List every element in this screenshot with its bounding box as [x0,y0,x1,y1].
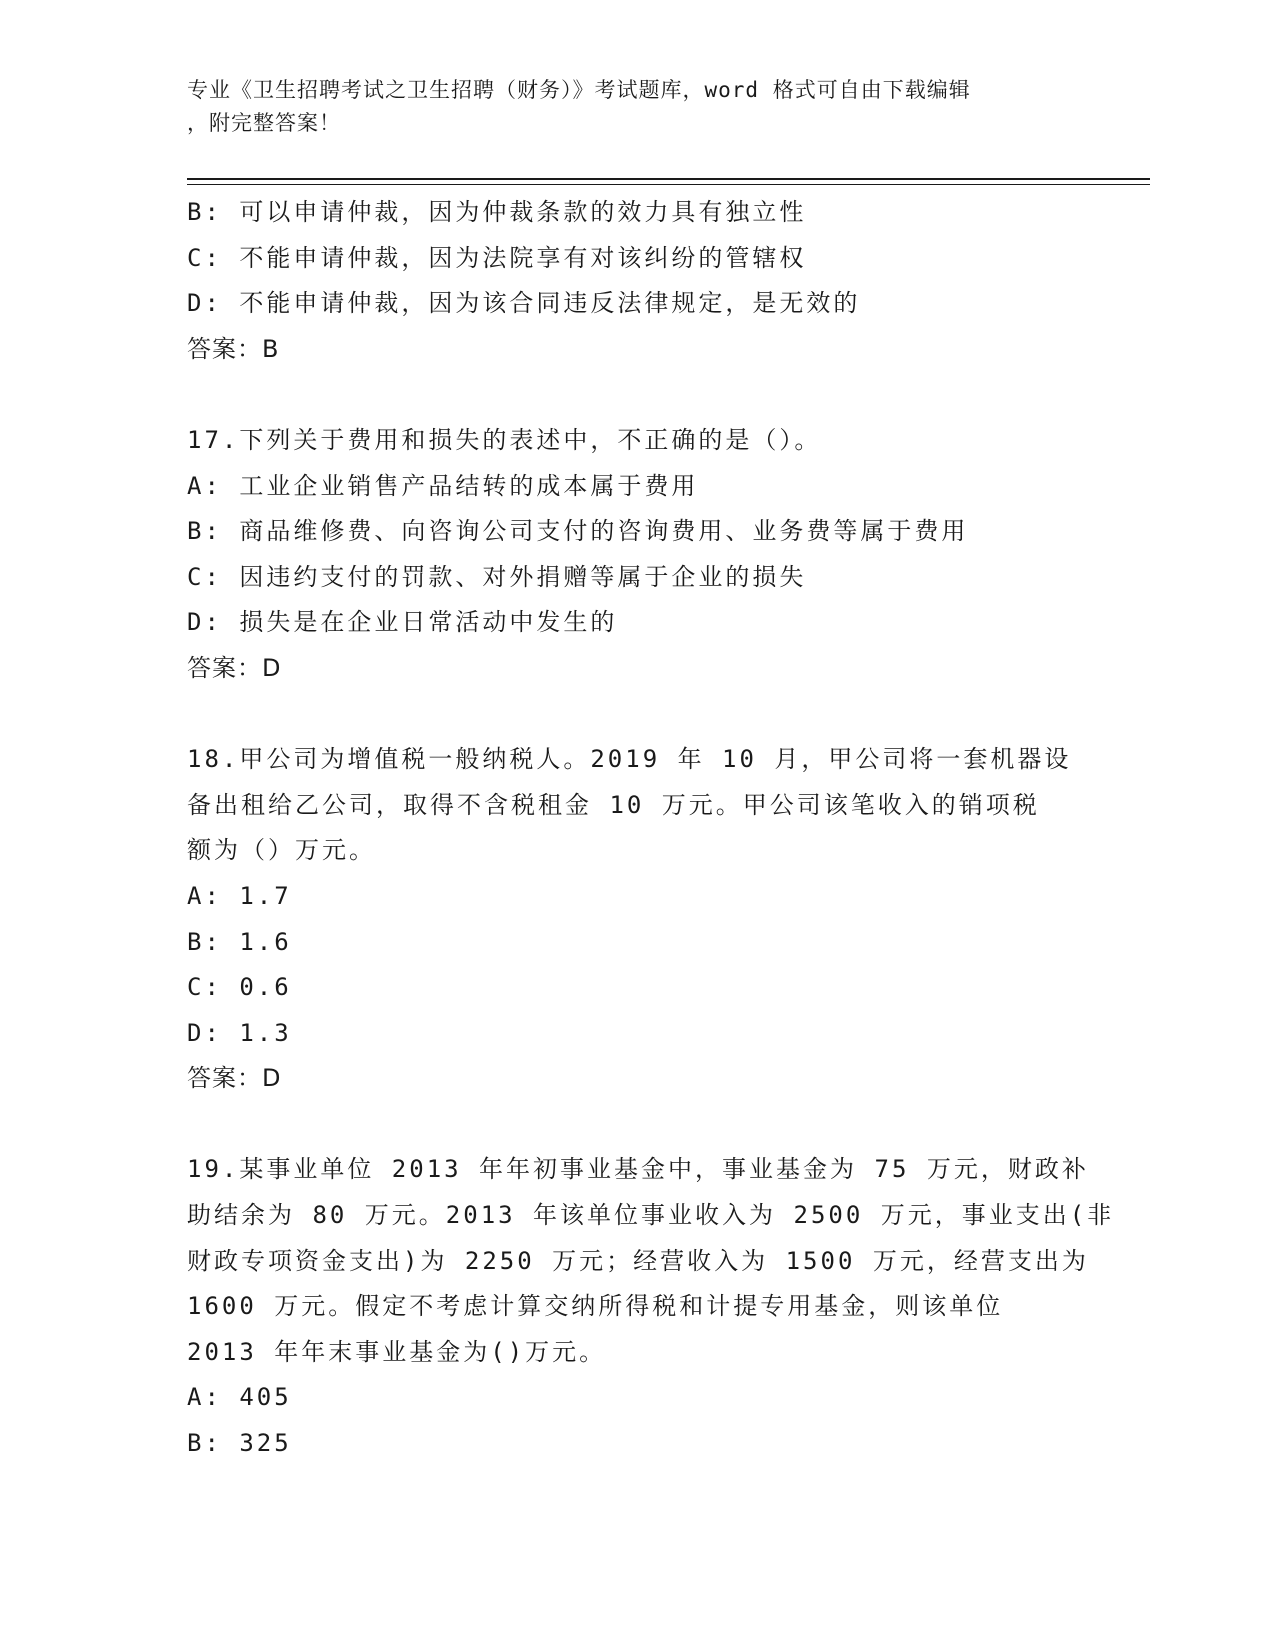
question-17 [187,418,1087,692]
question-stem-line: 1600 万元。假定不考虑计算交纳所得税和计提专用基金，则该单位 [187,1292,1004,1321]
question-stem-line: 助结余为 80 万元。2013 年该单位事业收入为 2500 万元，事业支出(非 [187,1201,1115,1230]
question-stem-line: 19.某事业单位 2013 年年初事业基金中，事业基金为 75 万元，财政补 [187,1155,1089,1184]
option-d: D: 不能申请仲裁，因为该合同违反法律规定，是无效的 [187,289,861,318]
option-b: B: 1.6 [187,927,292,956]
document-header [187,74,1067,140]
option-c: C: 0.6 [187,973,292,1002]
header-divider-thick [187,178,1150,180]
option-b: B: 325 [187,1429,292,1458]
option-b: B: 可以申请仲裁，因为仲裁条款的效力具有独立性 [187,198,807,226]
option-c: C: 不能申请仲裁，因为法院享有对该纠纷的管辖权 [187,243,807,272]
answer-label: 答案：D [187,653,282,682]
option-d: D: 损失是在企业日常活动中发生的 [187,608,618,637]
question-stem: 17.下列关于费用和损失的表述中，不正确的是（）。 [187,425,822,454]
question-list [187,190,1115,1467]
header-line-1: 专业《卫生招聘考试之卫生招聘（财务）》考试题库，word 格式可自由下载编辑 [187,78,971,102]
option-a: A: 405 [187,1383,292,1412]
option-a: A: 工业企业销售产品结转的成本属于费用 [187,471,699,500]
question-stem-line: 2013 年年末事业基金为()万元。 [187,1337,607,1366]
header-line-2: ，附完整答案！ [187,111,341,135]
spacer [187,1102,1087,1148]
option-a: A: 1.7 [187,881,292,910]
answer-label: 答案：D [187,1064,282,1093]
question-stem-line: 备出租给乙公司，取得不含税租金 10 万元。甲公司该笔收入的销项税 [187,790,1040,819]
question-16-continued [187,190,1087,372]
question-stem-line: 财政专项资金支出)为 2250 万元；经营收入为 1500 万元，经营支出为 [187,1246,1089,1275]
spacer [187,692,1087,738]
option-b: B: 商品维修费、向咨询公司支付的咨询费用、业务费等属于费用 [187,517,969,546]
header-divider-thin [187,184,1150,185]
option-c: C: 因违约支付的罚款、对外捐赠等属于企业的损失 [187,562,807,591]
question-stem-line: 额为（）万元。 [187,836,376,865]
question-18 [187,737,1087,1102]
spacer [187,372,1087,418]
option-d: D: 1.3 [187,1018,292,1047]
question-stem-line: 18.甲公司为增值税一般纳税人。2019 年 10 月，甲公司将一套机器设 [187,745,1072,774]
question-19 [187,1147,1115,1466]
answer-label: 答案：B [187,334,280,363]
